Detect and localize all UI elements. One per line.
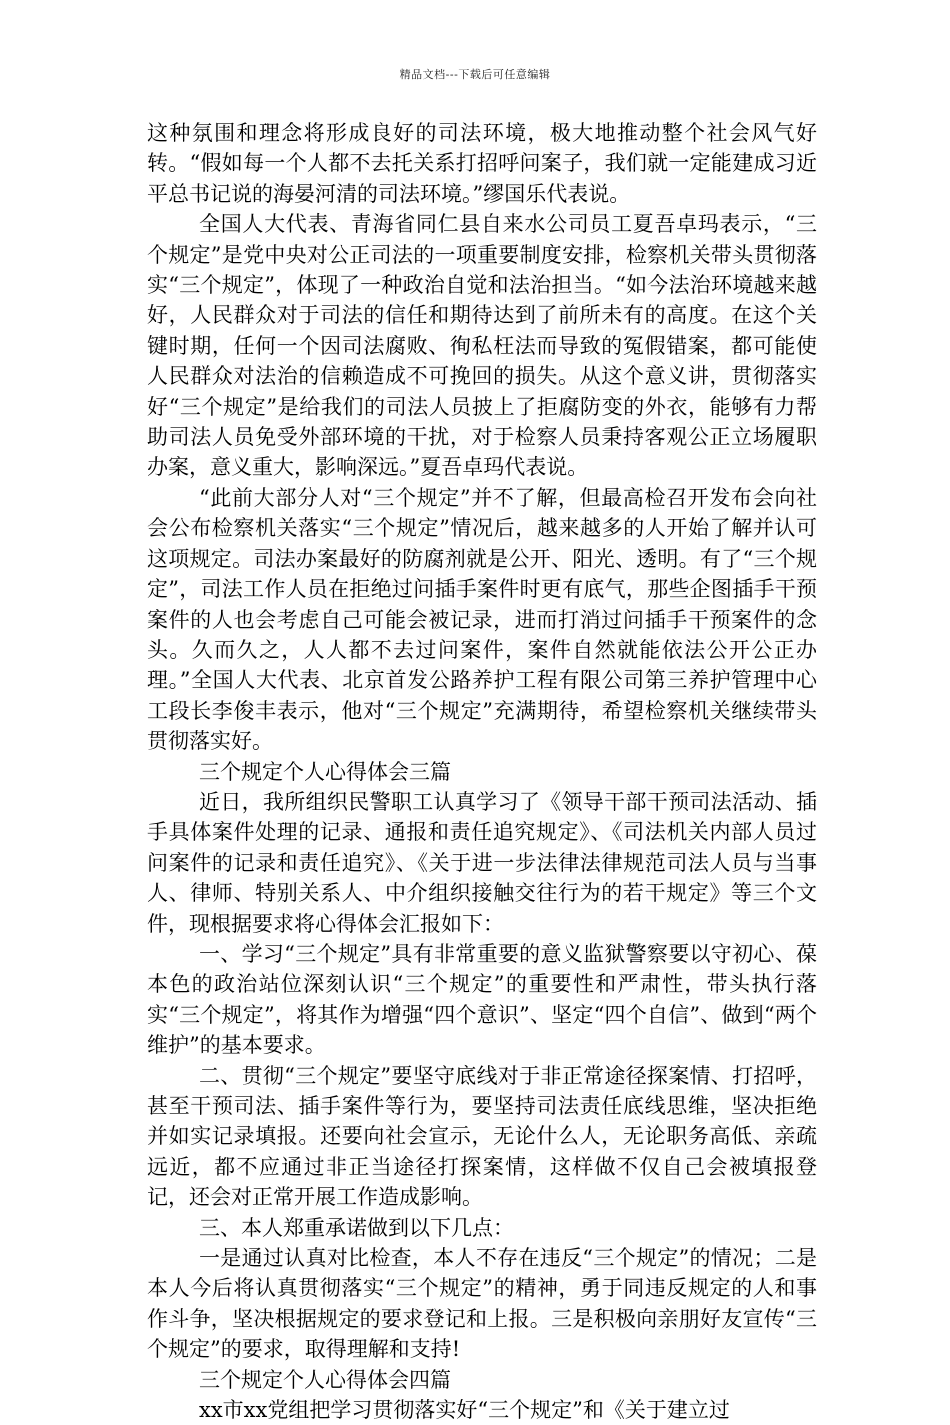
section-heading: 三个规定个人心得体会三篇	[199, 759, 451, 784]
paragraph: “此前大部分人对“三个规定”并不了解，但最高检召开发布会向社会公布检察机关落实“三个规定”情况后，越来越多的人开始了解并认可这项规定。司法办案最好的防腐剂就是公开、阳光、透明。有了“三个规定”，司法工作人员在拒绝过问插手案件时更有底气，那些企图插手干预案件的人也会考虑自己可能会被记录，进而打消过问插手干预案件的念头。久而久之，人人都不去过问案件，案件自然就能依法公开公正办理。”全国人大代表、北京首发公路养护工程有限公司第三养护管理中心工段长李俊丰表示，他对“三个规定”充满期待，希望检察机关继续带头贯彻落实好。	[147, 485, 817, 754]
paragraph: xx市xx党组把学习贯彻落实好“三个规定”和《关于建立过	[199, 1398, 730, 1423]
paragraph: 这种氛围和理念将形成良好的司法环境，极大地推动整个社会风气好转。“假如每一个人都不去托关系打招呼问案子，我们就一定能建成习近平总书记说的海晏河清的司法环境。”缪国乐代表说。	[147, 121, 817, 206]
paragraph: 一是通过认真对比检查，本人不存在违反“三个规定”的情况；二是本人今后将认真贯彻落实“三个规定”的精神，勇于同违反规定的人和事作斗争，坚决根据规定的要求登记和上报。三是积极向亲朋好友宣传“三个规定”的要求，取得理解和支持!	[147, 1246, 817, 1362]
paragraph: 三、本人郑重承诺做到以下几点：	[199, 1215, 514, 1240]
paragraph: 一、学习“三个规定”具有非常重要的意义监狱警察要以守初心、葆本色的政治站位深刻认识“三个规定”的重要性和严肃性，带头执行落实“三个规定”，将其作为增强“四个意识”、坚定“四个自信”、做到“两个维护”的基本要求。	[147, 941, 817, 1058]
document-body	[147, 118, 817, 1425]
page-header: 精品文档---下载后可任意编辑	[399, 68, 551, 81]
paragraph: 全国人大代表、青海省同仁县自来水公司员工夏吾卓玛表示，“三个规定”是党中央对公正司法的一项重要制度安排，检察机关带头贯彻落实“三个规定”，体现了一种政治自觉和法治担当。“如今法治环境越来越好，人民群众对于司法的信任和期待达到了前所未有的高度。在这个关键时期，任何一个因司法腐败、徇私枉法而导致的冤假错案，都可能使人民群众对法治的信赖造成不可挽回的损失。从这个意义讲，贯彻落实好“三个规定”是给我们的司法人员披上了拒腐防变的外衣，能够有力帮助司法人员免受外部环境的干扰，对于检察人员秉持客观公正立场履职办案，意义重大，影响深远。”夏吾卓玛代表说。	[147, 212, 817, 480]
paragraph: 近日，我所组织民警职工认真学习了《领导干部干预司法活动、插手具体案件处理的记录、通报和责任追究规定》、《司法机关内部人员过问案件的记录和责任追究》、《关于进一步法律法律规范司法人员与当事人、律师、特别关系人、中介组织接触交往行为的若干规定》等三个文件，现根据要求将心得体会汇报如下：	[147, 789, 817, 936]
section-heading: 三个规定个人心得体会四篇	[199, 1367, 451, 1392]
paragraph: 二、贯彻“三个规定”要坚守底线对于非正常途径探案情、打招呼，甚至干预司法、插手案件等行为，要坚持司法责任底线思维，坚决拒绝并如实记录填报。还要向社会宣示，无论什么人，无论职务高低、亲疏远近，都不应通过非正当途径打探案情，这样做不仅自己会被填报登记，还会对正常开展工作造成影响。	[147, 1063, 817, 1210]
